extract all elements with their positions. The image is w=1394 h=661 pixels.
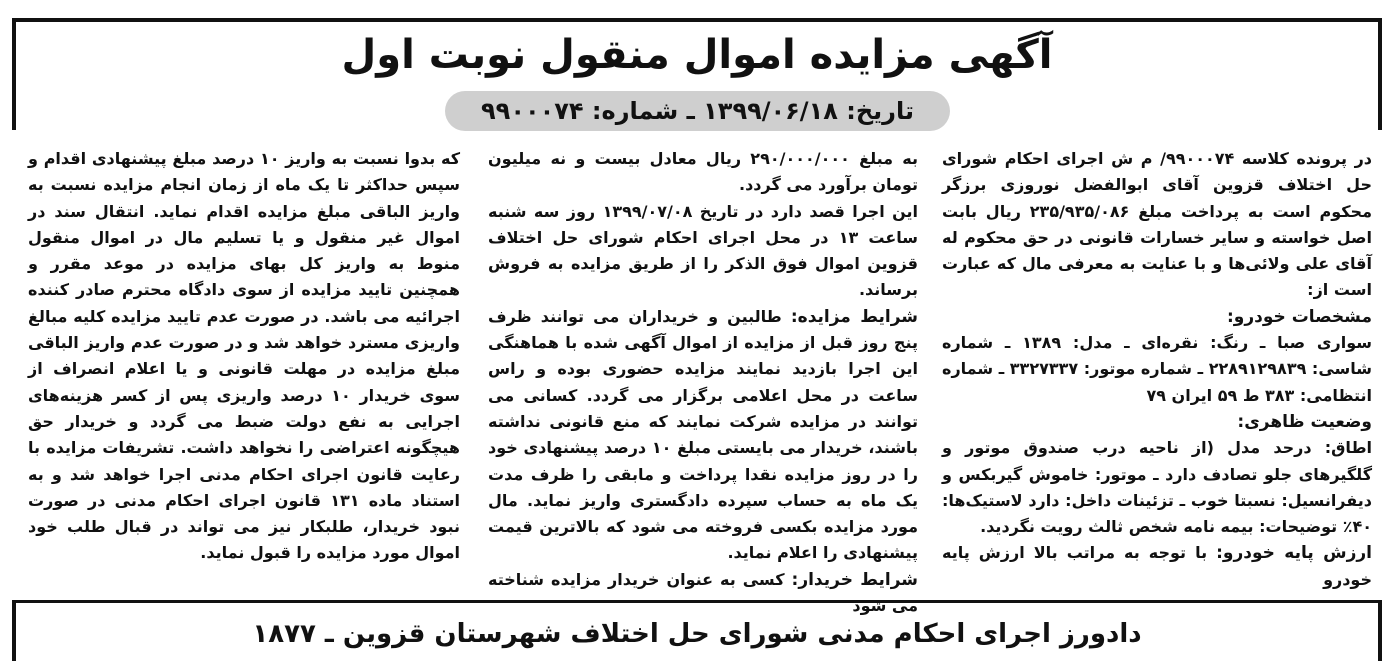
buyer-conditions-heading: شرایط خریدار: <box>791 569 918 590</box>
buyer-conditions-text: کسی به عنوان خریدار مزایده شناخته می شود <box>488 569 918 616</box>
valuation-paragraph: به مبلغ ۲۹۰/۰۰۰/۰۰۰ ریال معادل بیست و نه میلیون تومان برآورد می گردد. <box>488 149 918 195</box>
case-paragraph: در پرونده کلاسه ۹۹۰۰۰۷۴/ م ش اجرای احکام شورای حل اختلاف قزوین آقای ابوالفضل نوروزی برزگر محکوم است به پرداخت مبلغ ۲۳۵/۹۳۵/۰۸۶ ریال بابت اصل خواسته و سایر خسارات قانونی در حق محکوم له آقای علی ولائی‌ها و با عنایت به معرفی مال که عبارت است از: <box>942 149 1373 300</box>
appearance-text: اطاق: درحد مدل (از ناحیه درب صندوق موتور و گلگیرهای جلو تصادف دارد ـ موتور: خاموش گیربکس و دیفرانسیل: نسبتا خوب ـ تزئینات داخل: دارد لاستیک‌ها: ۴۰٪ توضیحات: بیمه نامه شخص ثالث رویت نگردید. <box>942 438 1372 537</box>
vehicle-specs-text: سواری صبا ـ رنگ: نقره‌ای ـ مدل: ۱۳۸۹ ـ شماره شاسی: ۲۲۸۹۱۲۹۸۳۹ ـ شماره موتور: ۳۳۲۷۳۳۷ ـ شماره انتظامی: ۳۸۳ ط ۵۹ ایران ۷۹ <box>942 333 1373 405</box>
auction-conditions-text: طالبین و خریداران می توانند ظرف پنج روز قبل از مزایده از اموال آگهی شده با هماهنگی این اجرا بازدید نمایند مزایده حضوری بوده و راس ساعت در محل اعلامی برگزار می گردد. کسانی می توانند در مزایده شرکت نمایند که منع قانونی نداشته باشند، خریدار می بایستی مبلغ ۱۰ درصد پیشنهادی خود را در روز مزایده نقدا پرداخت و مابقی را ظرف مدت یک ماه به حساب سپرده دادگستری واریز نماید. مال مورد مزایده بکسی فروخته می شود که بالاترین قیمت پیشنهادی را اعلام نماید. <box>488 306 918 563</box>
frame-bottom-right-rule <box>1378 600 1382 661</box>
notice-title: آگهی مزایده اموال منقول نوبت اول <box>341 32 1053 78</box>
issuer-signature-line: دادورز اجرای احکام مدنی شورای حل اختلاف شهرستان قزوین ـ ۱۸۷۷ <box>252 619 1142 649</box>
appearance-heading: وضعیت ظاهری: <box>1237 411 1372 432</box>
auction-date-paragraph: این اجرا قصد دارد در تاریخ ۱۳۹۹/۰۷/۰۸ روز سه شنبه ساعت ۱۳ در محل اجرای احکام شورای حل اختلاف قزوین اموال فوق الذکر را از طریق مزایده به فروش برساند. <box>488 201 919 300</box>
frame-bottom-rule <box>12 600 1382 603</box>
base-value-heading: ارزش پایه خودرو: <box>1216 543 1372 564</box>
auction-conditions-heading: شرایط مزایده: <box>790 306 919 327</box>
frame-top-rule <box>12 18 1382 22</box>
column-right <box>942 146 1372 593</box>
column-left <box>28 146 460 567</box>
payment-terms-paragraph: که بدوا نسبت به واریز ۱۰ درصد مبلغ پیشنهادی اقدام و سپس حداکثر تا یک ماه از زمان انجام مزایده نسبت به واریز الباقی مبلغ مزایده اقدام نماید. انتقال سند در اموال غیر منقول و یا تسلیم مال در اموال منقول منوط به واریز کل بهای مزایده در موعد مقرر و همچنین تایید مزایده از سوی دادگاه محترم صادر کننده اجرائیه می باشد. در صورت عدم تایید مزایده کلیه مبالغ واریزی مسترد خواهد شد و در صورت عدم واریز الباقی مبلغ مزایده در مهلت قانونی و یا اعلام انصراف از سوی خریدار ۱۰ درصد واریزی پس از کسر هزینه‌های اجرایی به نفع دولت ضبط می گردد و خریدار حق هیچگونه اعتراضی را نخواهد داشت. تشریفات مزایده با رعایت قانون اجرای احکام مدنی اجرا خواهد شد و به استناد ماده ۱۳۱ قانون اجرای احکام مدنی در صورت نبود خریدار، طلبکار نیز می تواند در قبال طلب خود اموال مورد مزایده را قبول نماید. <box>28 149 461 563</box>
frame-bottom-left-rule <box>12 600 16 661</box>
column-middle <box>488 146 918 619</box>
date-number-banner: تاریخ: ۱۳۹۹/۰۶/۱۸ ـ شماره: ۹۹۰۰۰۷۴ <box>445 91 950 131</box>
frame-left-rule <box>12 18 16 130</box>
frame-right-rule <box>1378 18 1382 130</box>
base-value-text: با توجه به مراتب بالا ارزش پایه خودرو <box>942 543 1372 589</box>
vehicle-specs-heading: مشخصات خودرو: <box>1227 306 1372 327</box>
